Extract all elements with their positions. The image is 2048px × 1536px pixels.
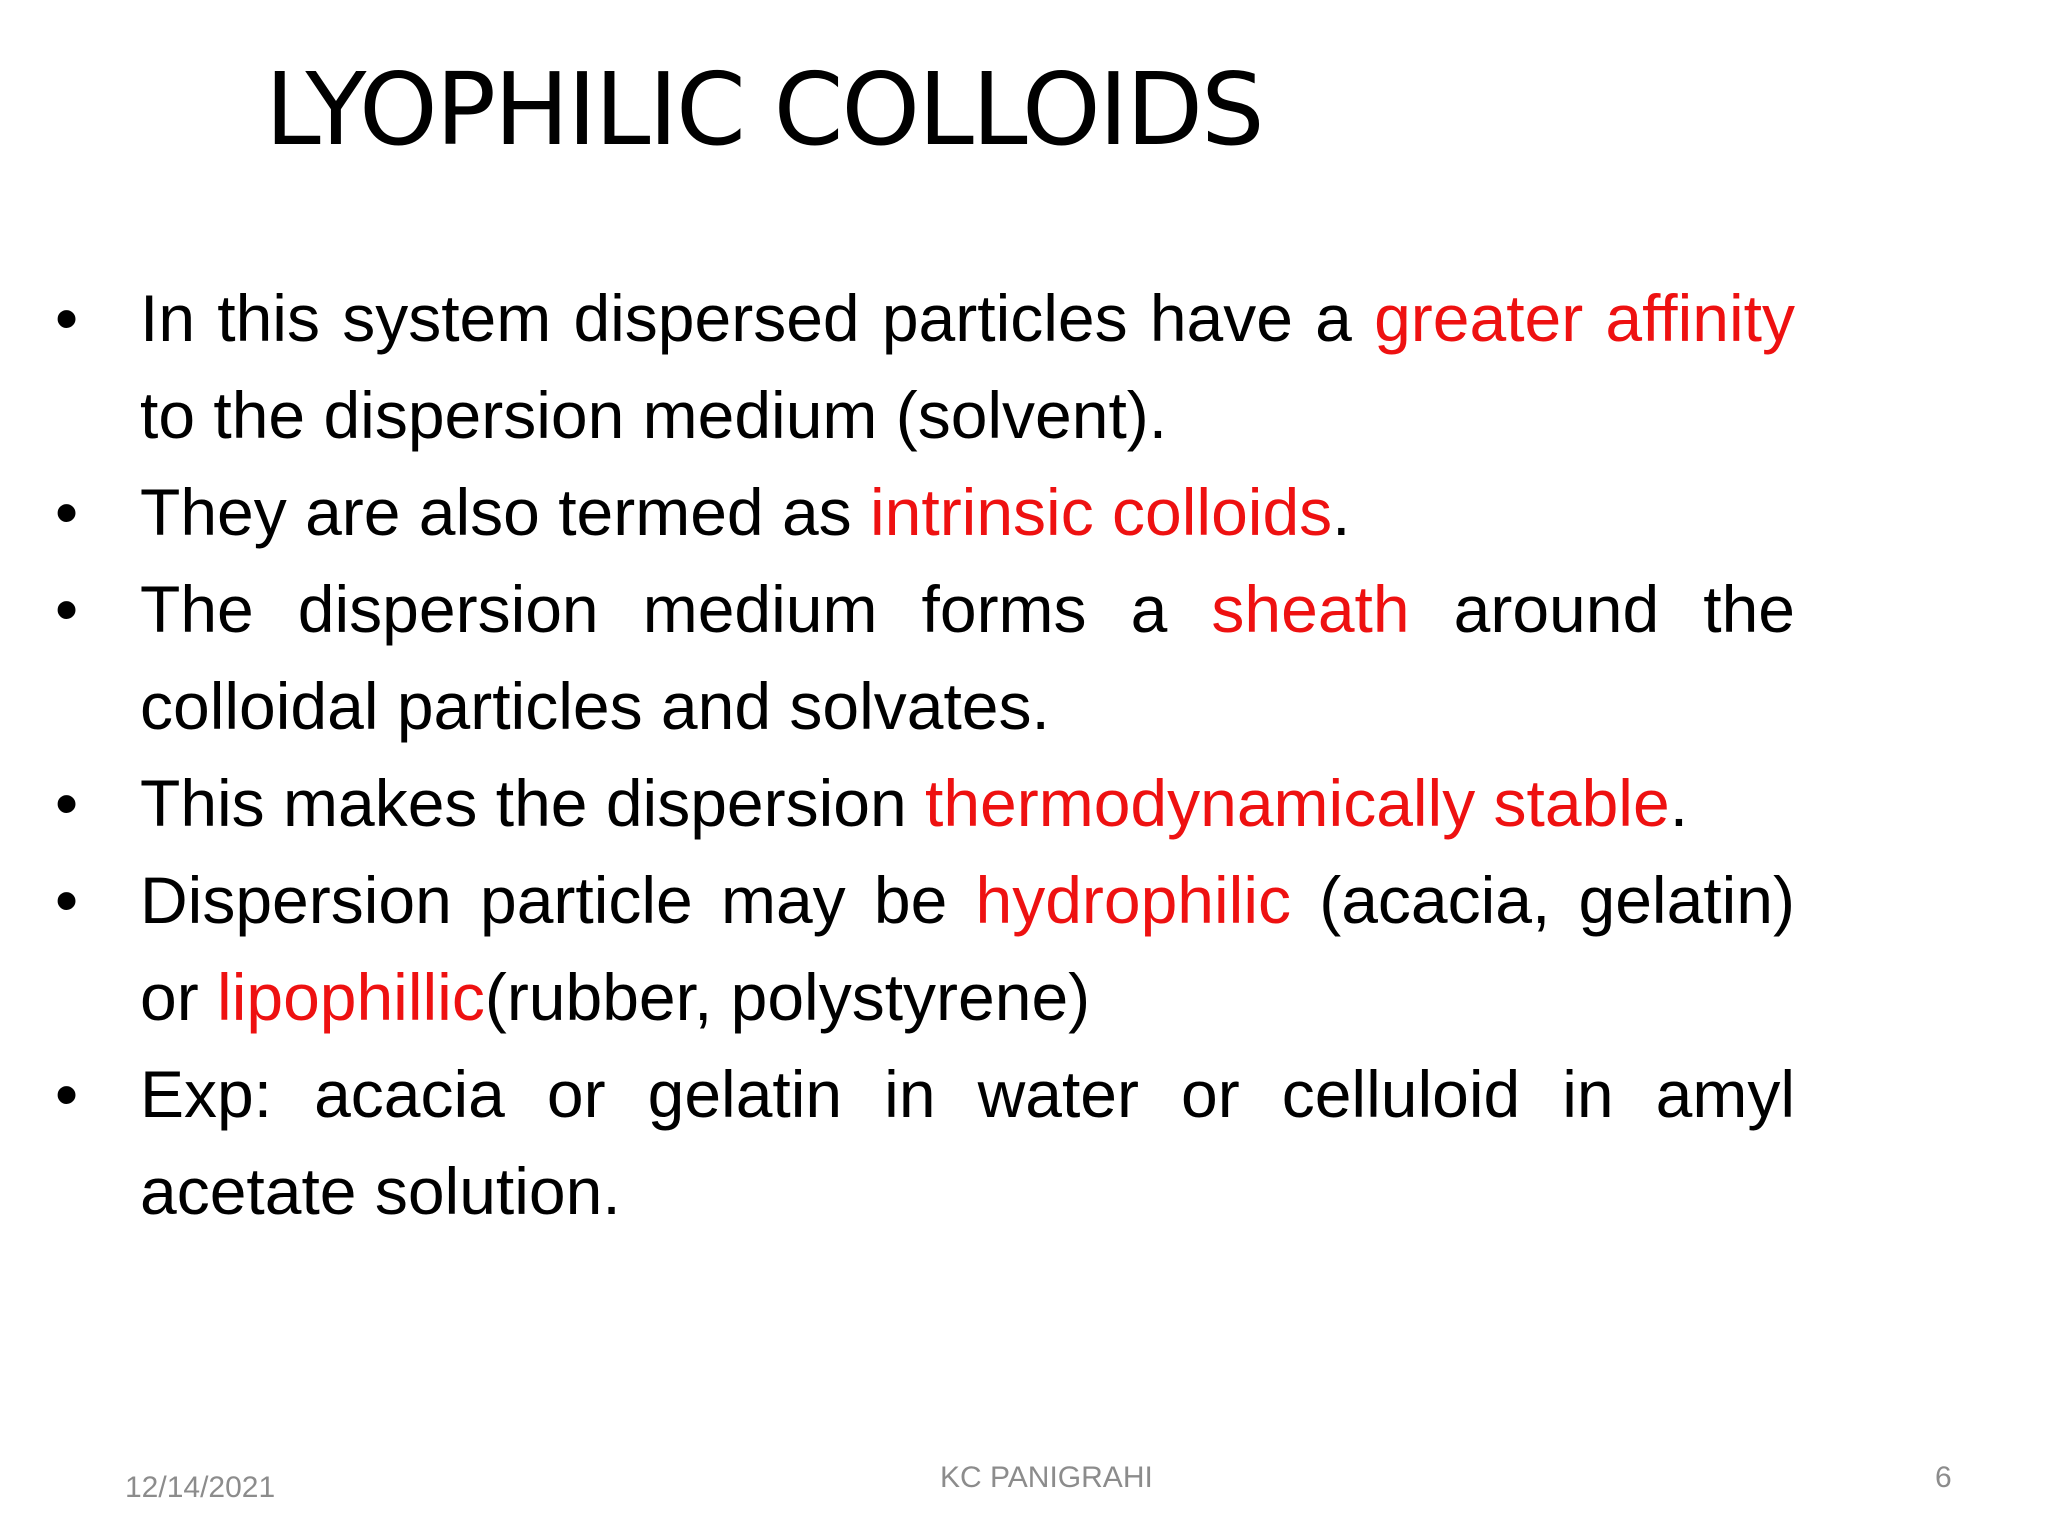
bullet-text: Dispersion particle may be [140, 863, 976, 937]
highlighted-term: greater affinity [1374, 281, 1795, 355]
bullet-dot: • [55, 475, 79, 549]
bullet-text: to the dispersion medium (solvent). [140, 378, 1168, 452]
bullet-text: The dispersion medium forms a [140, 572, 1212, 646]
bullet-text: . [1669, 766, 1689, 840]
bullet-dot: • [55, 863, 79, 937]
highlighted-term: thermodynamically stable [925, 766, 1670, 840]
bullet-item [0, 755, 1795, 852]
bullet-text: This makes the dispersion [140, 766, 926, 840]
bullet-item [0, 270, 1795, 464]
highlighted-term: hydrophilic [975, 863, 1291, 937]
highlighted-term: intrinsic colloids [870, 475, 1333, 549]
footer-author: KC PANIGRAHI [940, 1461, 1153, 1494]
bullet-text: (acacia, gelatin) or [140, 863, 1795, 1034]
bullet-text: They are also termed as [140, 475, 870, 549]
bullet-text: (rubber, polystyrene) [484, 960, 1091, 1034]
footer-date: 12/14/2021 [125, 1471, 276, 1504]
bullet-text: Exp: acacia or gelatin in water or celluloid in amyl acetate solution. [140, 1057, 1795, 1228]
bullet-dot: • [55, 281, 79, 355]
bullet-text: around the colloidal particles and solvates. [140, 572, 1795, 743]
bullet-dot: • [55, 1057, 79, 1131]
bullet-item [0, 561, 1795, 755]
bullet-list [0, 270, 2048, 1240]
slide-title: LYOPHILIC COLLOIDS [265, 51, 1263, 168]
highlighted-term: lipophillic [217, 960, 485, 1034]
bullet-item [0, 1046, 1795, 1240]
bullet-item [0, 464, 1795, 561]
bullet-text: In this system dispersed particles have a [140, 281, 1375, 355]
bullet-dot: • [55, 766, 79, 840]
bullet-dot: • [55, 572, 79, 646]
bullet-text: . [1332, 475, 1351, 549]
bullet-item [0, 852, 1795, 1046]
footer-page-number: 6 [1935, 1461, 1952, 1494]
highlighted-term: sheath [1211, 572, 1410, 646]
